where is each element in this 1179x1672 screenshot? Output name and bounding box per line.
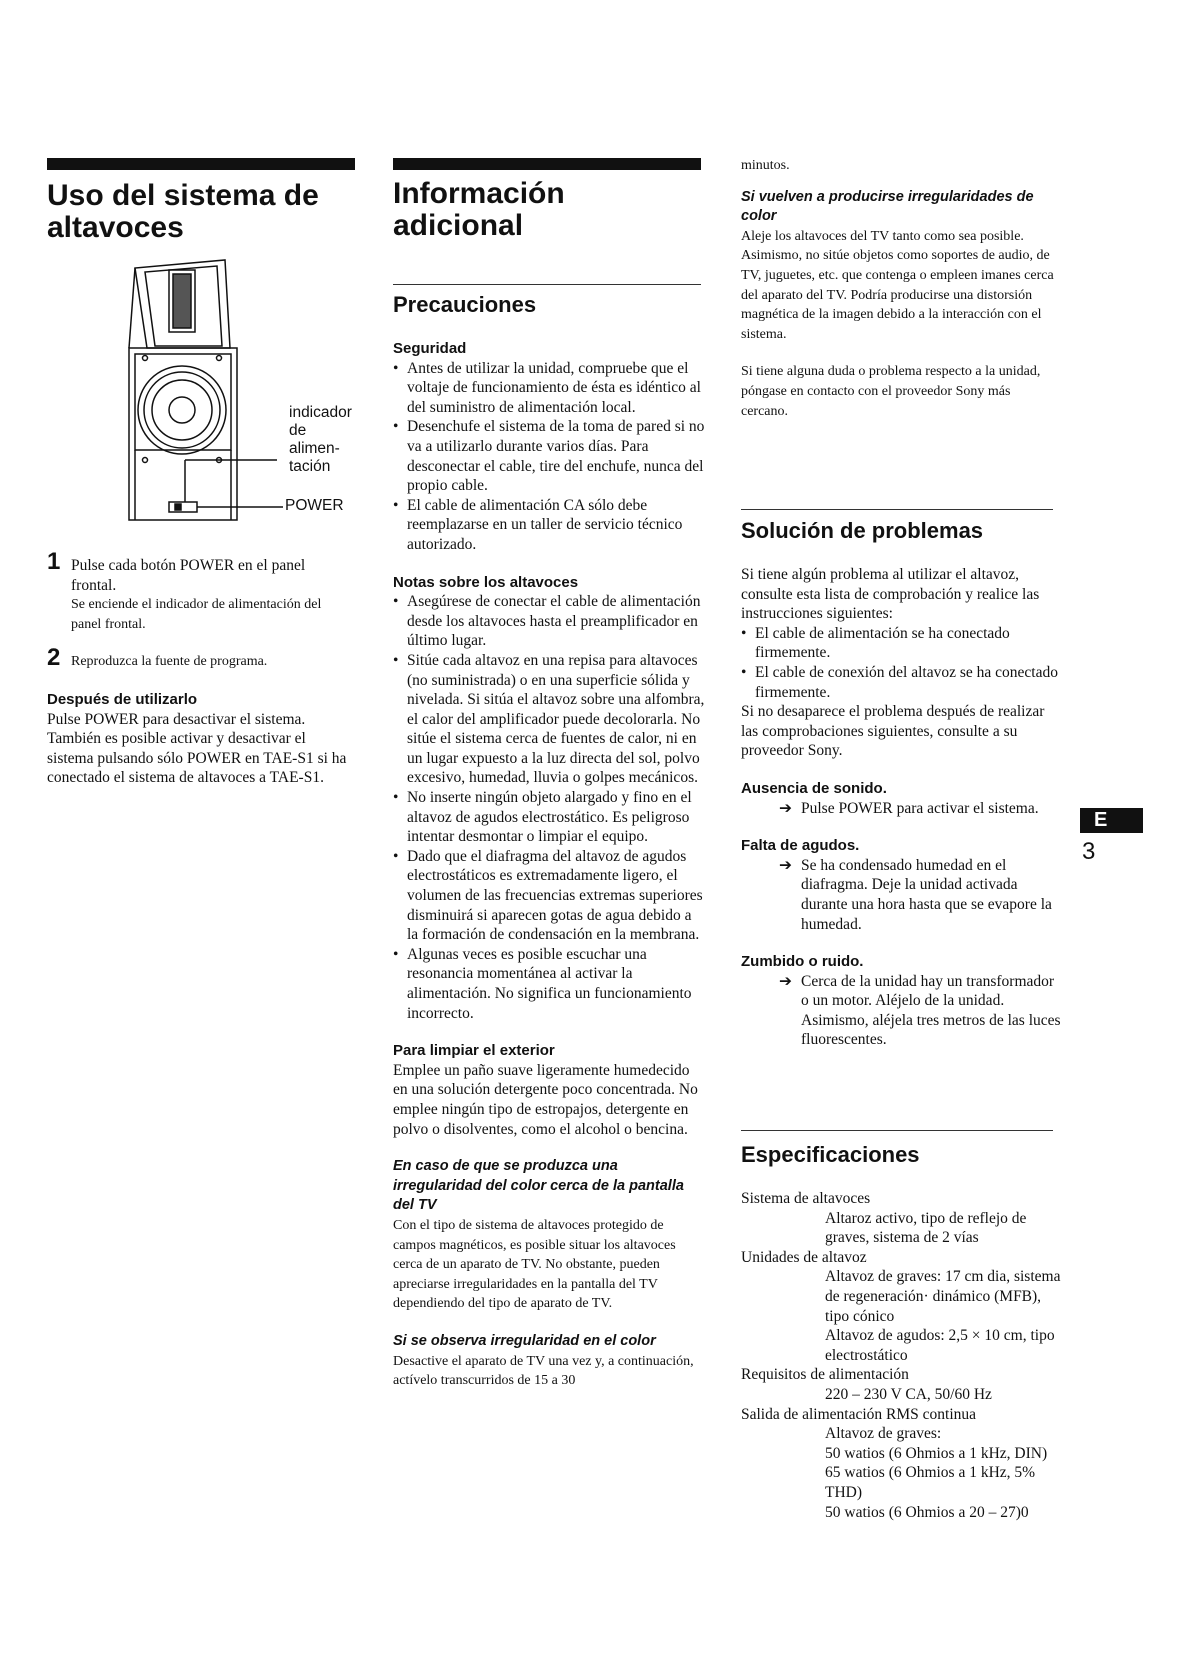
- spec-value-sistema: Altaroz activo, tipo de reflejo de graves, sistema de 2 vías: [825, 1209, 1027, 1247]
- heading-despues: Después de utilizarlo: [47, 690, 198, 708]
- title-line-1: Uso del sistema de: [47, 179, 319, 212]
- section-precauciones: Precauciones: [393, 292, 537, 317]
- spec-value-graves: Altavoz de graves: 17 cm dia, sistema de regeneración· dinámico (MFB), tipo cónico: [825, 1268, 1061, 1325]
- notas-list: [393, 592, 705, 1023]
- rule-precauciones: [393, 284, 701, 285]
- section-especificaciones: Especificaciones: [741, 1142, 920, 1167]
- title-line-2: adicional: [393, 209, 524, 242]
- spec-value-agudos: Altavoz de agudos: 2,5 × 10 cm, tipo electrostático: [825, 1327, 1055, 1364]
- solucion-outro: Si no desaparece el problema después de realizar las comprobaciones siguientes, consulte a su proveedor Sony.: [741, 703, 1045, 760]
- title-line-2: altavoces: [47, 211, 184, 244]
- spec-label-rms: Salida de alimentación RMS continua: [741, 1405, 977, 1423]
- si-se-observa-text: Desactive el aparato de TV una vez y, a continuación, actívelo transcurridos de 15 a 30: [393, 1353, 694, 1389]
- list-item: • Algunas veces es posible escuchar una resonancia momentánea al activar la alimentación. No significa un funcionamiento incorrecto.: [393, 945, 705, 1023]
- heading-irregularidad-tv: En caso de que se produzca una irregularidad del color cerca de la pantalla del TV: [393, 1158, 684, 1214]
- heading-seguridad: Seguridad: [393, 340, 467, 357]
- heading-si-se-observa: Si se observa irregularidad en el color: [393, 1332, 656, 1349]
- label-indicador-4: tación: [289, 458, 331, 475]
- spec-label-requisitos: Requisitos de alimentación: [741, 1366, 909, 1384]
- precauciones-block: [393, 339, 705, 1391]
- arrow-right-icon: ➔: [779, 799, 792, 817]
- duda-text: Si tiene alguna duda o problema respecto a la unidad, póngase en contacto con el proveedor Sony más cercano.: [741, 364, 1041, 419]
- speaker-illustration: [125, 258, 285, 533]
- spec-value-requisitos: 220 – 230 V CA, 50/60 Hz: [825, 1385, 992, 1403]
- limpiar-text: Emplee un paño suave ligeramente humedecido en una solución detergente poco concentrada. No emplee ningún tipo de estropajos, detergente en polvo o disolventes, como el alcohol o bencina.: [393, 1061, 698, 1138]
- arrow-right-icon: ➔: [779, 972, 792, 990]
- rule-especificaciones: [741, 1130, 1053, 1131]
- heading-limpiar: Para limpiar el exterior: [393, 1042, 555, 1060]
- remedy-falta: [741, 856, 1061, 934]
- title-line-1: Información: [393, 177, 565, 210]
- remedy-zumbido: [741, 972, 1061, 1050]
- especificaciones-block: [741, 1189, 1061, 1522]
- spec-value-rms-1: Altavoz de graves:: [825, 1425, 942, 1443]
- page-title-info: [393, 178, 713, 242]
- list-item: • Asegúrese de conectar el cable de alimentación desde los altavoces hasta el preamplificador en último lugar.: [393, 592, 705, 651]
- label-power: POWER: [285, 497, 344, 514]
- page-title-uso: [47, 180, 367, 244]
- continuation-block: [741, 156, 1056, 421]
- list-item: • Desenchufe el sistema de la toma de pared si no va a utilizarlo durante varios días. Para desconectar el cable, tire del enchufe, nunca del propio cable.: [393, 417, 705, 495]
- title-bar-left: [47, 158, 355, 170]
- language-tab: E: [1080, 808, 1143, 833]
- list-item: • Sitúe cada altavoz en una repisa para altavoces (no suministrada) o en una superficie sólida y nivelada. Si sitúa el altavoz sobre una alfombra, el calor del amplificador puede decolorarla. No sitúe el sistema cerca de fuentes de calor, ni en un lugar expuesto a la luz directa del sol, polvo excesivo, humedad, lluvia o golpes mecánicos.: [393, 651, 705, 788]
- step-1-text: Pulse cada botón POWER en el panel frontal.: [71, 557, 306, 594]
- remedy-text: Pulse POWER para activar el sistema.: [801, 799, 1039, 817]
- label-indicador-1: indicador: [289, 404, 352, 421]
- spec-value-rms-2: 50 watios (6 Ohmios a 1 kHz, DIN): [825, 1444, 1048, 1462]
- list-item: • Dado que el diafragma del altavoz de agudos electrostáticos es extremadamente ligero, el volumen de las frecuencias extremas superiores disminuirá si aparecen gotas de agua debido a la formación de condensación en la membrana.: [393, 847, 705, 945]
- label-indicador: [289, 404, 352, 476]
- despues-text: Pulse POWER para desactivar el sistema. También es posible activar y desactivar el sistema pulsando sólo POWER en TAE-S1 si ha conectado el sistema de altavoces a TAE-S1.: [47, 710, 347, 787]
- list-item: • No inserte ningún objeto alargado y fino en el altavoz de agudos electrostático. Es peligroso intentar desmontar o limpiar el equipo.: [393, 788, 705, 847]
- spec-label-unidades: Unidades de altavoz: [741, 1248, 867, 1266]
- step-2-number: 2: [47, 644, 61, 672]
- spec-value-rms-4: 50 watios (6 Ohmios a 20 – 27)0: [825, 1503, 1029, 1521]
- steps-block: [47, 548, 347, 788]
- section-solucion: Solución de problemas: [741, 518, 984, 543]
- spec-value-rms-3: 65 watios (6 Ohmios a 1 kHz, 5% THD): [825, 1464, 1036, 1501]
- page-number: 3: [1082, 838, 1096, 865]
- step-1-note: Se enciende el indicador de alimentación del panel frontal.: [71, 597, 322, 632]
- heading-zumbido: Zumbido o ruido.: [741, 953, 864, 971]
- spec-label-sistema: Sistema de altavoces: [741, 1190, 871, 1207]
- seguridad-list: [393, 359, 705, 555]
- list-item: • El cable de conexión del altavoz se ha conectado firmemente.: [741, 663, 1061, 702]
- label-indicador-2: de: [289, 422, 307, 439]
- step-2-text: Reproduzca la fuente de programa.: [71, 654, 268, 670]
- step-1-number: 1: [47, 548, 61, 575]
- list-item: • El cable de alimentación se ha conectado firmemente.: [741, 624, 1061, 663]
- label-indicador-3: alimen-: [289, 440, 340, 457]
- solucion-intro: Si tiene algún problema al utilizar el altavoz, consulte esta lista de comprobación y realice las instrucciones siguientes:: [741, 566, 1040, 623]
- list-item: • El cable de alimentación CA sólo debe reemplazarse en un taller de servicio técnico autorizado.: [393, 496, 705, 555]
- heading-notas: Notas sobre los altavoces: [393, 573, 579, 591]
- rule-solucion: [741, 509, 1053, 510]
- remedy-text: Se ha condensado humedad en el diafragma. Deje la unidad activada durante una hora hasta que se evapore la humedad.: [801, 856, 1052, 933]
- remedy-ausencia: [741, 799, 1061, 819]
- arrow-right-icon: ➔: [779, 856, 792, 874]
- heading-vuelven: Si vuelven a producirse irregularidades de color: [741, 188, 1034, 225]
- heading-falta: Falta de agudos.: [741, 837, 860, 855]
- irregularidad-tv-text: Con el tipo de sistema de altavoces protegido de campos magnéticos, es posible situar los altavoces cerca de un aparato de TV. No obstante, pueden apreciarse irregularidades en la pantalla del TV dependiendo del tipo de aparato de TV.: [393, 1217, 676, 1312]
- solucion-list: [741, 624, 1061, 702]
- solucion-block: [741, 565, 1061, 1050]
- heading-ausencia: Ausencia de sonido.: [741, 779, 887, 797]
- step-2: [47, 644, 347, 672]
- continuation-text: minutos.: [741, 158, 790, 173]
- list-item: • Antes de utilizar la unidad, compruebe que el voltaje de funcionamiento de ésta es idéntico al del suministro de alimentación local.: [393, 359, 705, 418]
- title-bar-middle: [393, 158, 701, 170]
- step-1: [47, 548, 347, 634]
- vuelven-text-1: Aleje los altavoces del TV tanto como sea posible.: [741, 228, 1024, 244]
- remedy-text: Cerca de la unidad hay un transformador o un motor. Aléjelo de la unidad. Asimismo, aléjela tres metros de las luces fluorescentes.: [801, 972, 1061, 1049]
- vuelven-text-2: Asimismo, no sitúe objetos como soportes de audio, de TV, juguetes, etc. que contenga o empleen imanes cerca del aparato del TV. Podría producirse una distorsión magnética de la imagen debido a la interacción con el sistema.: [741, 248, 1054, 342]
